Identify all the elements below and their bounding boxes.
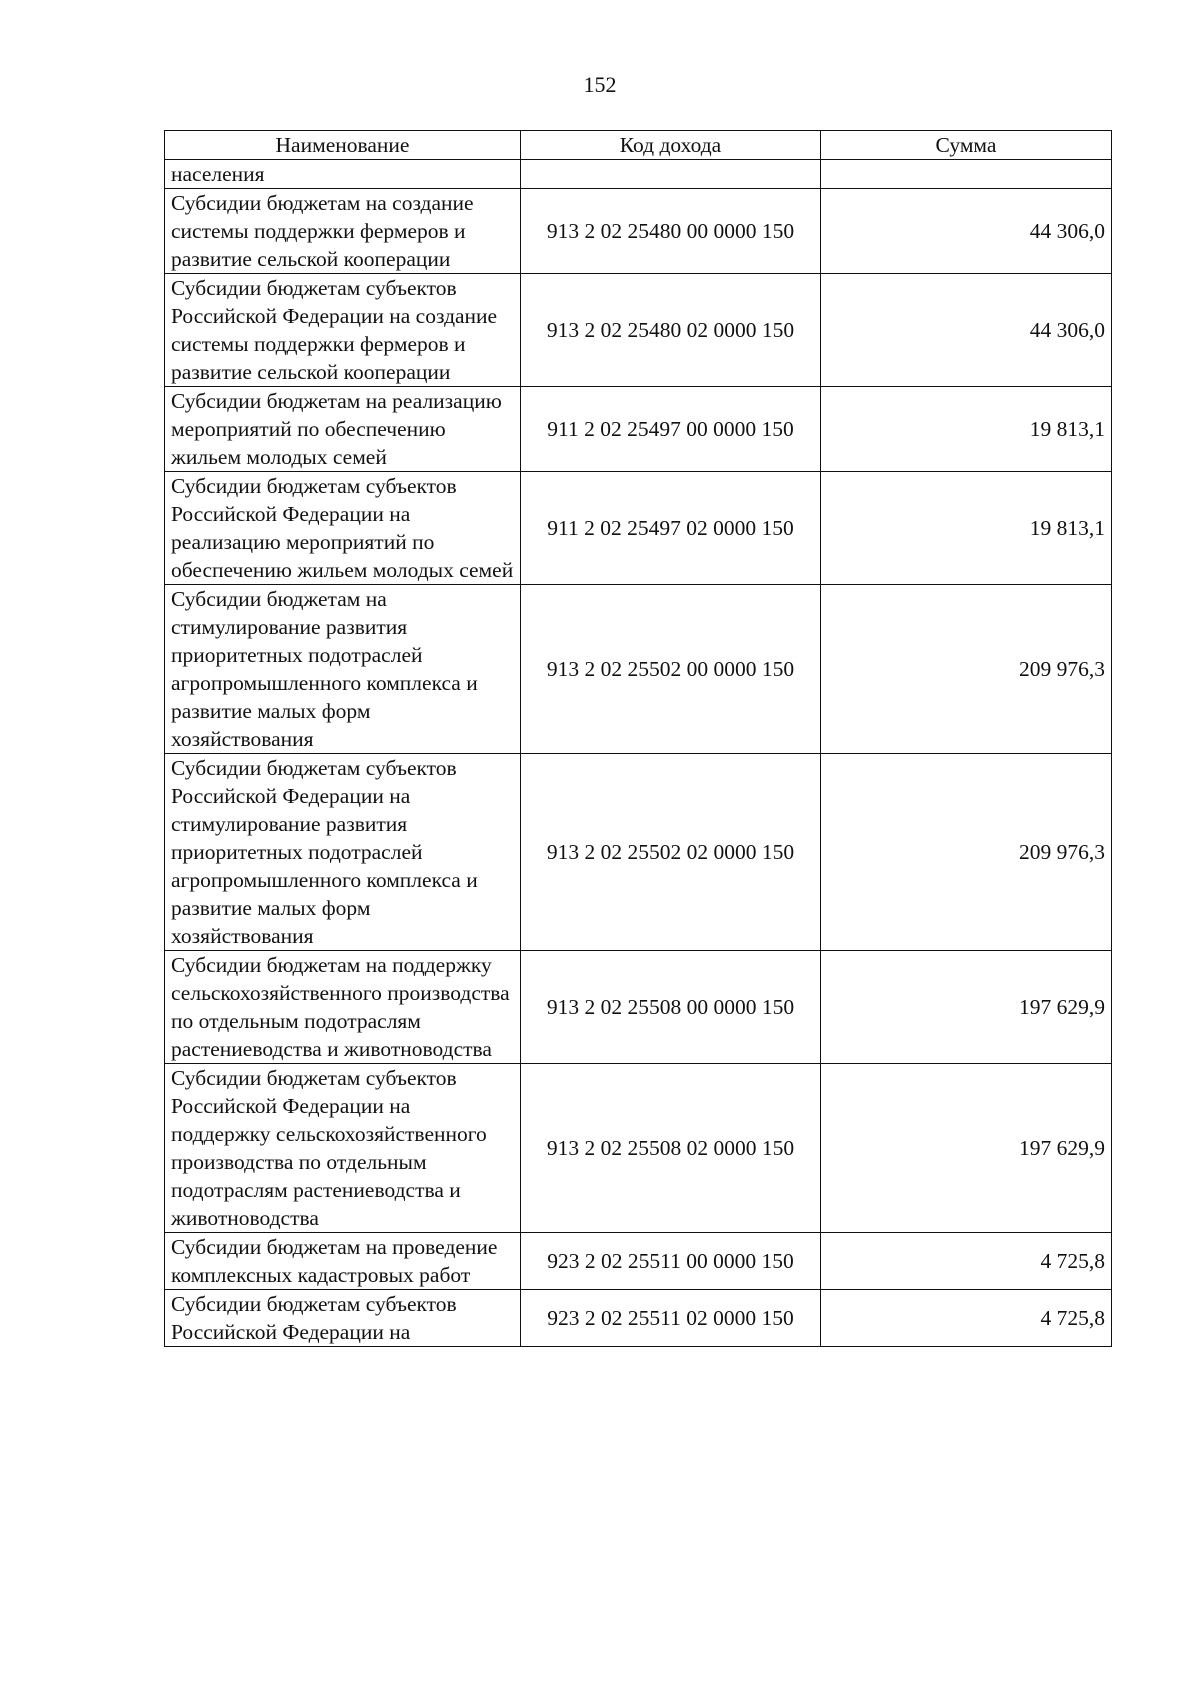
header-sum: Сумма bbox=[821, 131, 1112, 160]
cell-sum: 4 725,8 bbox=[821, 1233, 1112, 1290]
table-row bbox=[165, 274, 1112, 387]
cell-name: Субсидии бюджетам на проведение комплексных кадастровых работ bbox=[165, 1233, 521, 1290]
cell-name: Субсидии бюджетам субъектов Российской Федерации на создание системы поддержки фермеров и развитие сельской кооперации bbox=[165, 274, 521, 387]
table-row bbox=[165, 387, 1112, 472]
table-row bbox=[165, 754, 1112, 951]
table-row-continuation bbox=[165, 160, 1112, 189]
cell-name: Субсидии бюджетам на стимулирование развития приоритетных подотраслей агропромышленного комплекса и развитие малых форм хозяйствования bbox=[165, 585, 521, 754]
cell-code: 913 2 02 25502 00 0000 150 bbox=[521, 585, 821, 754]
cell-sum: 209 976,3 bbox=[821, 754, 1112, 951]
page-number: 152 bbox=[583, 72, 617, 97]
cell-name: Субсидии бюджетам субъектов Российской Федерации на bbox=[165, 1290, 521, 1347]
cell-sum: 197 629,9 bbox=[821, 951, 1112, 1064]
cell-code: 913 2 02 25508 00 0000 150 bbox=[521, 951, 821, 1064]
cell-sum: 209 976,3 bbox=[821, 585, 1112, 754]
table-row bbox=[165, 1233, 1112, 1290]
cell-name: Субсидии бюджетам субъектов Российской Федерации на поддержку сельскохозяйственного производства по отдельным подотраслям растениеводства и животноводства bbox=[165, 1064, 521, 1233]
cell-name: Субсидии бюджетам на создание системы поддержки фермеров и развитие сельской кооперации bbox=[165, 189, 521, 274]
revenue-table bbox=[164, 130, 1112, 1347]
table-row bbox=[165, 951, 1112, 1064]
cell-sum: 19 813,1 bbox=[821, 387, 1112, 472]
cell-name: Субсидии бюджетам на поддержку сельскохозяйственного производства по отдельным подотраслям растениеводства и животноводства bbox=[165, 951, 521, 1064]
cell-sum bbox=[821, 160, 1112, 189]
table-row bbox=[165, 1290, 1112, 1347]
cell-name: населения bbox=[165, 160, 521, 189]
header-name: Наименование bbox=[165, 131, 521, 160]
cell-code bbox=[521, 160, 821, 189]
cell-name: Субсидии бюджетам субъектов Российской Федерации на реализацию мероприятий по обеспечению жильем молодых семей bbox=[165, 472, 521, 585]
cell-code: 923 2 02 25511 00 0000 150 bbox=[521, 1233, 821, 1290]
cell-name: Субсидии бюджетам субъектов Российской Федерации на стимулирование развития приоритетных подотраслей агропромышленного комплекса и развитие малых форм хозяйствования bbox=[165, 754, 521, 951]
cell-code: 913 2 02 25508 02 0000 150 bbox=[521, 1064, 821, 1233]
cell-sum: 197 629,9 bbox=[821, 1064, 1112, 1233]
cell-code: 911 2 02 25497 02 0000 150 bbox=[521, 472, 821, 585]
cell-sum: 44 306,0 bbox=[821, 189, 1112, 274]
cell-name: Субсидии бюджетам на реализацию мероприятий по обеспечению жильем молодых семей bbox=[165, 387, 521, 472]
cell-code: 913 2 02 25502 02 0000 150 bbox=[521, 754, 821, 951]
cell-code: 913 2 02 25480 02 0000 150 bbox=[521, 274, 821, 387]
cell-code: 913 2 02 25480 00 0000 150 bbox=[521, 189, 821, 274]
cell-code: 911 2 02 25497 00 0000 150 bbox=[521, 387, 821, 472]
table-header-row bbox=[165, 131, 1112, 160]
table-row bbox=[165, 189, 1112, 274]
cell-sum: 19 813,1 bbox=[821, 472, 1112, 585]
cell-sum: 44 306,0 bbox=[821, 274, 1112, 387]
cell-sum: 4 725,8 bbox=[821, 1290, 1112, 1347]
table-row bbox=[165, 585, 1112, 754]
header-code: Код дохода bbox=[521, 131, 821, 160]
table-row bbox=[165, 1064, 1112, 1233]
cell-code: 923 2 02 25511 02 0000 150 bbox=[521, 1290, 821, 1347]
table-row bbox=[165, 472, 1112, 585]
